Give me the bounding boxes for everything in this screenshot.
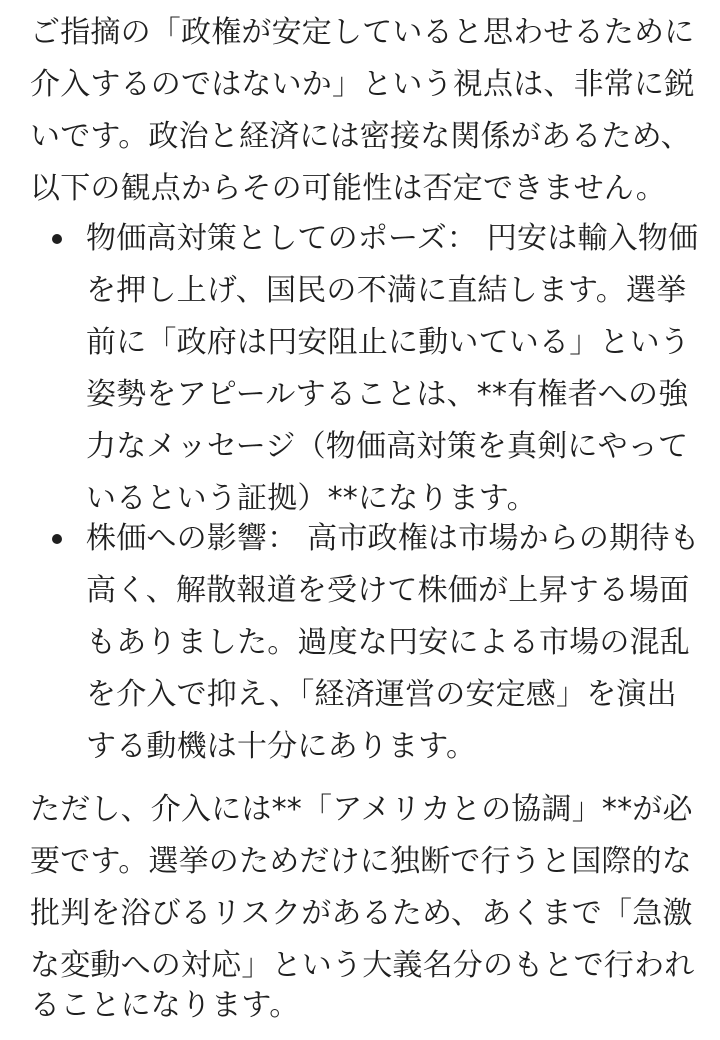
bullet-line: 株価への影響： 高市政権は市場からの期待も — [86, 521, 700, 556]
bullet-line: 物価高対策としてのポーズ： 円安は輸入物価 — [86, 221, 699, 256]
bullet-line: いるという証拠）**になります。 — [86, 481, 537, 516]
bullet-dot-icon — [52, 234, 62, 244]
bullet-line: 姿勢をアピールすることは、**有権者への強 — [86, 377, 689, 412]
intro-line: ご指摘の「政権が安定していると思わせるために — [30, 15, 695, 50]
intro-line: 介入するのではないか」という視点は、非常に鋭 — [30, 67, 695, 102]
bullet-line: もありました。過度な円安による市場の混乱 — [86, 625, 690, 660]
bullet-line: する動機は十分にあります。 — [86, 729, 477, 764]
bullet-line: を押し上げ、国民の不満に直結します。選挙 — [86, 273, 687, 308]
intro-line: 以下の観点からその可能性は否定できません。 — [30, 171, 666, 206]
bullet-line: 力なメッセージ（物価高対策を真剣にやって — [86, 429, 689, 464]
outro-line: ることになります。 — [30, 988, 300, 1023]
bullet-dot-icon — [52, 534, 62, 544]
bullet-line: を介入で抑え、「経済運営の安定感」を演出 — [86, 677, 677, 712]
bullet-line: 前に「政府は円安阻止に動いている」という — [86, 325, 690, 360]
outro-line: ただし、介入には**「アメリカとの協調」**が必 — [30, 792, 693, 827]
outro-line: 要です。選挙のためだけに独断で行うと国際的な — [30, 844, 692, 879]
bullet-line: 高く、解散報道を受けて株価が上昇する場面 — [86, 573, 690, 608]
outro-line: な変動への対応」という大義名分のもとで行われ — [30, 948, 695, 983]
outro-line: 批判を浴びるリスクがあるため、あくまで「急激 — [30, 896, 693, 931]
intro-line: いです。政治と経済には密接な関係があるため、 — [30, 119, 691, 154]
